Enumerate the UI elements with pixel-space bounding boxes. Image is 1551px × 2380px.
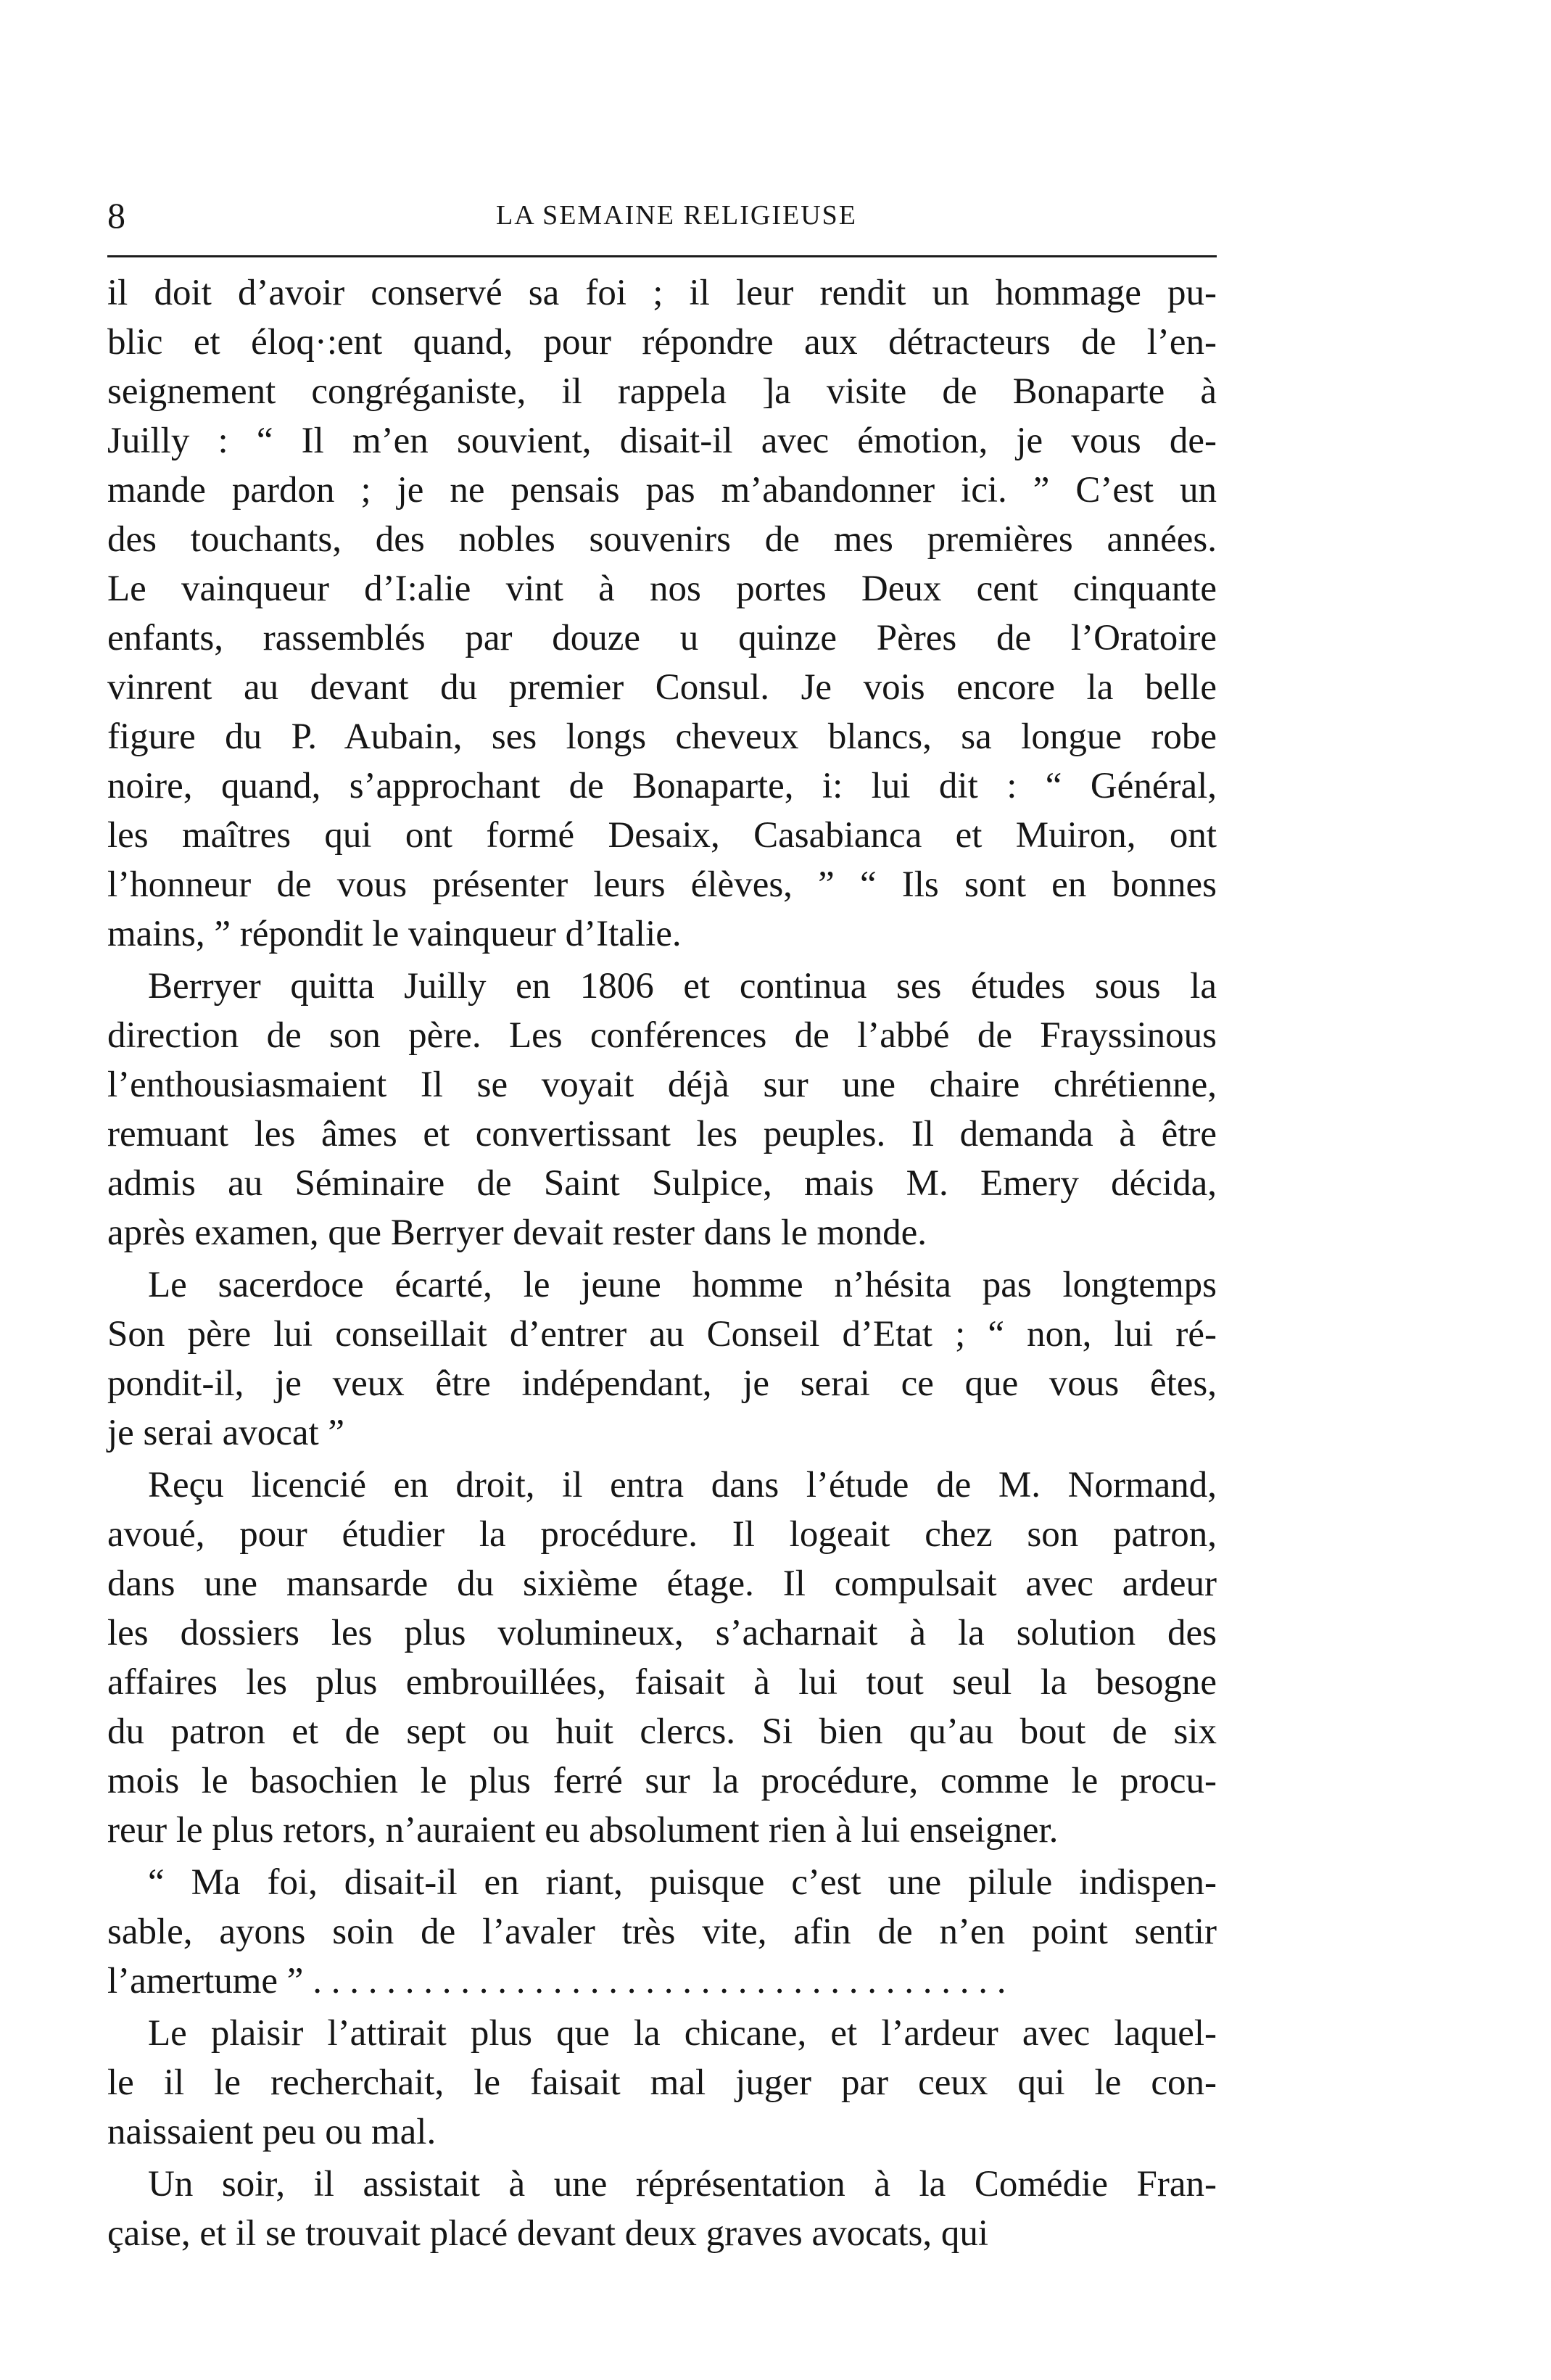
text-line: avoué, pour étudier la procédure. Il logeait chez son patron, [107, 1514, 1217, 1555]
text-line: vinrent au devant du premier Consul. Je vois encore la belle [107, 667, 1217, 708]
text-line: affaires les plus embrouillées, faisait à lui tout seul la besogne [107, 1662, 1217, 1703]
body-text [107, 268, 1217, 2258]
text-line: Reçu licencié en droit, il entra dans l’étude de M. Normand, [148, 1465, 1217, 1505]
text-line: l’amertume ” . . . . . . . . . . . . . . . . . . . . . . . . . . . . . . . . . . . . . . [107, 1961, 1006, 2001]
text-line: Un soir, il assistait à une réprésentation à la Comédie Fran- [148, 2164, 1217, 2205]
text-line: seignement congréganiste, il rappela ]a visite de Bonaparte à [107, 371, 1217, 412]
text-line: naissaient peu ou mal. [107, 2112, 437, 2152]
text-line: mains, ” répondit le vainqueur d’Italie. [107, 914, 682, 954]
text-line: les maîtres qui ont formé Desaix, Casabianca et Muiron, ont [107, 815, 1217, 856]
paragraph [107, 1260, 1217, 1458]
text-line: Son père lui conseillait d’entrer au Conseil d’Etat ; “ non, lui ré- [107, 1314, 1217, 1355]
page-number: 8 [107, 195, 125, 236]
paragraph [107, 962, 1217, 1257]
paragraph [107, 2009, 1217, 2157]
text-line: Berryer quitta Juilly en 1806 et continua ses études sous la [148, 966, 1217, 1007]
text-line: je serai avocat ” [107, 1413, 345, 1453]
running-head [107, 190, 1217, 241]
header-rule [107, 255, 1217, 257]
text-line: Juilly : “ Il m’en souvient, disait-il avec émotion, je vous de- [107, 421, 1217, 461]
text-line: les dossiers les plus volumineux, s’acharnait à la solution des [107, 1613, 1217, 1653]
text-line: mande pardon ; je ne pensais pas m’abandonner ici. ” C’est un [107, 470, 1217, 511]
text-line: Le plaisir l’attirait plus que la chicane, et l’ardeur avec laquel- [148, 2013, 1217, 2054]
text-line: Le vainqueur d’I:alie vint à nos portes Deux cent cinquante [107, 569, 1217, 609]
paragraph [107, 2160, 1217, 2258]
text-line: noire, quand, s’approchant de Bonaparte, i: lui dit : “ Général, [107, 766, 1217, 806]
text-line: blic et éloq·:ent quand, pour répondre aux détracteurs de l’en- [107, 322, 1217, 363]
text-line: figure du P. Aubain, ses longs cheveux blancs, sa longue robe [107, 716, 1217, 757]
text-line: des touchants, des nobles souvenirs de mes premières années. [107, 519, 1217, 560]
text-line: reur le plus retors, n’auraient eu absolument rien à lui enseigner. [107, 1810, 1059, 1851]
paragraph [107, 1858, 1217, 2006]
paragraph [107, 1460, 1217, 1855]
text-line: il doit d’avoir conservé sa foi ; il leur rendit un hommage pu- [107, 273, 1217, 313]
journal-title: LA SEMAINE RELIGIEUSE [496, 200, 857, 231]
text-line: pondit-il, je veux être indépendant, je serai ce que vous êtes, [107, 1363, 1217, 1404]
text-line: du patron et de sept ou huit clercs. Si bien qu’au bout de six [107, 1711, 1217, 1752]
text-line: dans une mansarde du sixième étage. Il compulsait avec ardeur [107, 1563, 1217, 1604]
text-line: l’enthousiasmaient Il se voyait déjà sur une chaire chrétienne, [107, 1065, 1217, 1105]
text-line: mois le basochien le plus ferré sur la procédure, comme le procu- [107, 1761, 1217, 1801]
text-line: après examen, que Berryer devait rester dans le monde. [107, 1212, 927, 1253]
text-line: çaise, et il se trouvait placé devant deux graves avocats, qui [107, 2213, 989, 2254]
text-line: sable, ayons soin de l’avaler très vite, afin de n’en point sentir [107, 1912, 1217, 1952]
text-line: le il le recherchait, le faisait mal juger par ceux qui le con- [107, 2062, 1217, 2103]
paragraph [107, 268, 1217, 959]
text-line: “ Ma foi, disait-il en riant, puisque c’est une pilule indispen- [148, 1862, 1217, 1903]
text-line: Le sacerdoce écarté, le jeune homme n’hésita pas longtemps [148, 1265, 1217, 1305]
text-line: l’honneur de vous présenter leurs élèves, ” “ Ils sont en bonnes [107, 864, 1217, 905]
text-line: remuant les âmes et convertissant les peuples. Il demanda à être [107, 1114, 1217, 1154]
text-line: admis au Séminaire de Saint Sulpice, mais M. Emery décida, [107, 1163, 1217, 1204]
text-line: direction de son père. Les conférences de l’abbé de Frayssinous [107, 1015, 1217, 1056]
text-line: enfants, rassemblés par douze u quinze Pères de l’Oratoire [107, 618, 1217, 658]
